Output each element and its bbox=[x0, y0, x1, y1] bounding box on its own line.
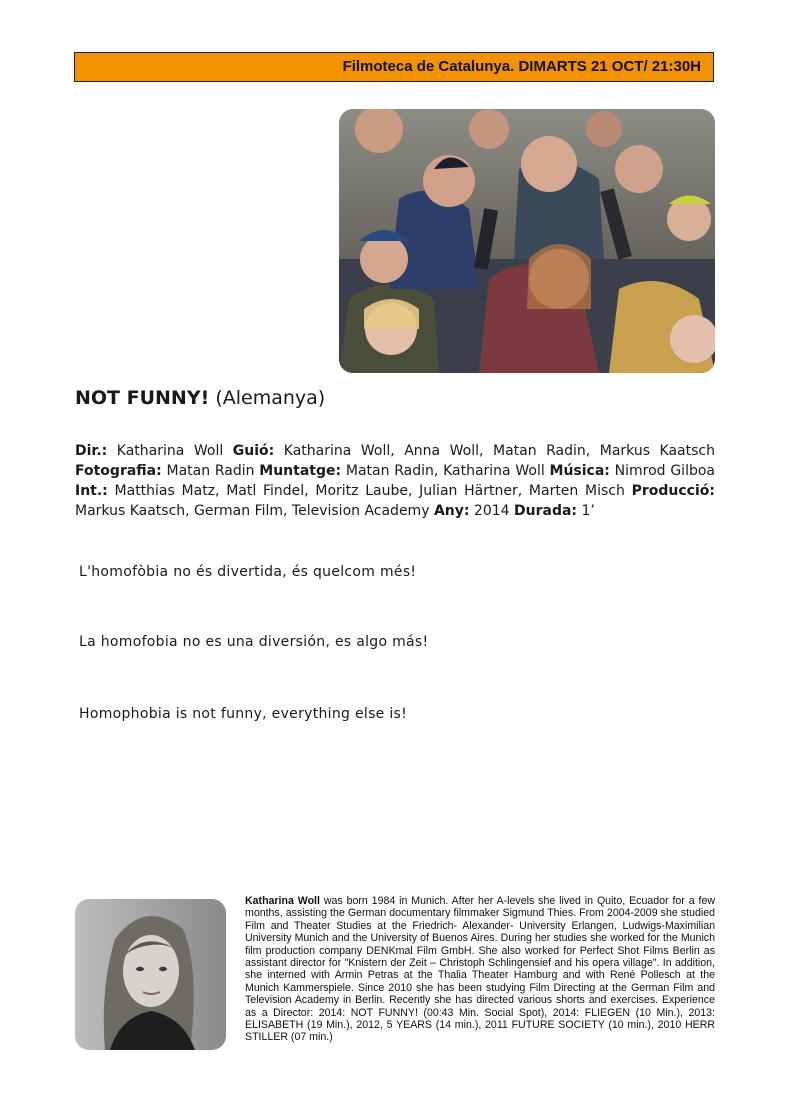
credit-label-durada: Durada: bbox=[514, 503, 578, 519]
credit-produccio: Markus Kaatsch, German Film, Television Academy bbox=[75, 503, 430, 519]
synopsis-spanish: La homofobia no es una diversión, es algo más! bbox=[79, 634, 429, 650]
credit-any: 2014 bbox=[473, 503, 510, 519]
credit-label-muntatge: Muntatge: bbox=[259, 463, 342, 479]
credit-label-any: Any: bbox=[433, 503, 470, 519]
film-title bbox=[75, 387, 325, 409]
event-banner-text: Filmoteca de Catalunya. DIMARTS 21 OCT/ 21:30H bbox=[342, 58, 701, 75]
event-banner bbox=[74, 52, 714, 82]
credit-muntatge: Matan Radin, Katharina Woll bbox=[345, 463, 545, 479]
credit-label-guio: Guió: bbox=[232, 443, 275, 459]
director-bio-text: was born 1984 in Munich. After her A-levels she lived in Quito, Ecuador for a few months, assisting the German documentary filmmaker Sigmund Thies. From 2004-2009 she studied Film and Theater Studies at the Friedrich- Alexander- University Erlangen, Ludwigs-Maximilian University Munich and the University of Buenos Aires. During her studies she worked for the Munich film production company DENKmal Film GmbH. She also worked for Perfect Shot Films Berlin as assistant director for "Knistern der Zeit – Christoph Schlingensief and his opera village". In addition, she interned with Armin Petras at the Thalia Theater Hamburg and with René Pollesch at the Munich Kammerspiele. Since 2010 she has been studying Film Directing at the German Film and Television Academy in Berlin. Recently she has directed various shorts and exercises. Experience as a Director: 2014: NOT FUNNY! (00:43 Min. Social Spot), 2014: FLIEGEN (10 Min.), 2013: ELISABETH (19 Min.), 2012, 5 YEARS (14 min.), 2011 FUTURE SOCIETY (10 min.), 2010 HERR STILLER (07 min.) bbox=[245, 895, 715, 1044]
credit-label-dir: Dir.: bbox=[75, 443, 108, 459]
film-credits bbox=[75, 441, 715, 521]
credit-durada: 1’ bbox=[581, 503, 595, 519]
synopsis-catalan: L'homofòbia no és divertida, és quelcom més! bbox=[79, 564, 417, 580]
credit-dir: Katharina Woll bbox=[116, 443, 224, 459]
credit-label-int: Int.: bbox=[75, 483, 108, 499]
credit-musica: Nimrod Gilboa bbox=[614, 463, 715, 479]
credit-guio: Katharina Woll, Anna Woll, Matan Radin, Markus Kaatsch bbox=[283, 443, 715, 459]
credit-int: Matthias Matz, Matl Findel, Moritz Laube, Julian Härtner, Marten Misch bbox=[114, 483, 625, 499]
film-title-name: NOT FUNNY! bbox=[75, 387, 210, 409]
credit-label-foto: Fotografia: bbox=[75, 463, 162, 479]
film-still-image bbox=[339, 109, 715, 373]
director-bio bbox=[245, 895, 715, 1044]
synopsis-english: Homophobia is not funny, everything else is! bbox=[79, 706, 408, 722]
director-portrait-image bbox=[75, 899, 226, 1050]
credit-label-musica: Música: bbox=[549, 463, 610, 479]
film-country: (Alemanya) bbox=[215, 387, 326, 409]
director-name: Katharina Woll bbox=[245, 895, 320, 907]
credit-foto: Matan Radin bbox=[166, 463, 255, 479]
credit-label-produccio: Producció: bbox=[631, 483, 715, 499]
